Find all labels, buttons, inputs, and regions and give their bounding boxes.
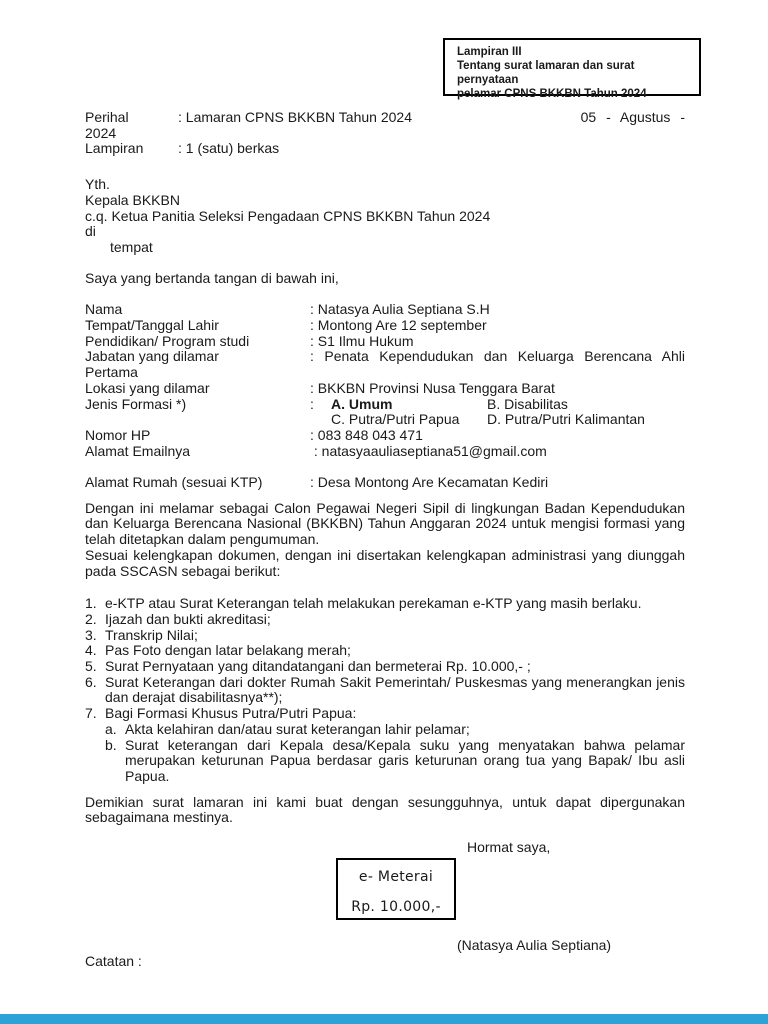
list-marker: 6.	[85, 673, 97, 690]
list-item-text: Bagi Formasi Khusus Putra/Putri Papua:	[105, 705, 357, 722]
list-marker: 4.	[85, 642, 97, 659]
formasi-option-a: A. Umum	[331, 395, 393, 412]
identity-row-alamat	[85, 475, 685, 491]
formasi-grid	[331, 397, 685, 428]
letter-content	[0, 110, 768, 969]
recipient-line-kepala: Kepala BKKBN	[85, 191, 180, 208]
list-item-text: e-KTP atau Surat Keterangan telah melakukan perekaman e-KTP yang masih berlaku.	[105, 595, 642, 612]
field-label: Jenis Formasi *)	[85, 395, 187, 412]
perihal-value-row	[178, 110, 685, 126]
recipient-block	[85, 177, 685, 256]
recipient-line-di: di	[85, 223, 96, 240]
sub-list-marker: b.	[105, 736, 117, 753]
field-value: : 083 848 043 471	[310, 426, 423, 443]
stamp-line-2: Tentang surat lamaran dan surat pernyataan	[457, 60, 635, 86]
list-item	[85, 706, 685, 722]
perihal-label: Perihal	[85, 109, 129, 125]
identity-row-ttl	[85, 318, 685, 334]
perihal-value: : Lamaran CPNS BKKBN Tahun 2024	[178, 109, 412, 125]
formasi-options	[310, 397, 685, 428]
perihal-row	[85, 110, 685, 126]
letter-date: 05 - Agustus -	[580, 109, 685, 125]
sub-list-item	[105, 738, 685, 785]
field-label: Nomor HP	[85, 426, 151, 443]
paragraph-melamar: Dengan ini melamar sebagai Calon Pegawai Negeri Sipil di lingkungan Badan Kependudukan dan Keluarga Berencana Nasional (BKKBN) Tahun Anggaran 2024 untuk mengisi formasi yang telah ditetapkan dalam pengumuman.	[85, 499, 685, 548]
field-label: Pendidikan/ Program studi	[85, 332, 250, 349]
signature-name: (Natasya Aulia Septiana)	[457, 936, 612, 953]
list-item-text: Transkrip Nilai;	[105, 626, 198, 643]
field-label: Lokasi yang dilamar	[85, 379, 210, 396]
e-meterai-amount: Rp. 10.000,-	[351, 898, 441, 915]
e-meterai-box	[336, 858, 456, 920]
jabatan-wrap-line: Pertama	[85, 364, 138, 381]
body-paragraphs	[85, 501, 685, 580]
formasi-colon: :	[310, 395, 314, 412]
list-item-text: Pas Foto dengan latar belakang merah;	[105, 642, 351, 659]
bottom-accent-bar	[0, 1014, 768, 1024]
list-item-text: Surat Pernyataan yang ditandatangani dan bermeterai Rp. 10.000,- ;	[105, 658, 531, 675]
list-marker: 5.	[85, 658, 97, 675]
field-label: Nama	[85, 301, 123, 318]
formasi-option-b: B. Disabilitas	[487, 395, 568, 412]
list-marker: 7.	[85, 705, 97, 722]
list-item-text: Ijazah dan bukti akreditasi;	[105, 610, 271, 627]
field-label: Tempat/Tanggal Lahir	[85, 317, 219, 334]
field-value: : natasyaauliaseptiana51@gmail.com	[310, 442, 547, 459]
salutation: Hormat saya,	[467, 839, 551, 856]
sub-list-item-text: Akta kelahiran dan/atau surat keterangan lahir pelamar;	[125, 720, 470, 737]
identity-row-jabatan	[85, 349, 685, 365]
closing-paragraph: Demikian surat lamaran ini kami buat dengan sesungguhnya, untuk dapat dipergunakan sebagaimana mestinya.	[85, 793, 685, 826]
recipient-line-yth: Yth.	[85, 176, 110, 193]
recipient-line-cq: c.q. Ketua Panitia Seleksi Pengadaan CPNS BKKBN Tahun 2024	[85, 207, 491, 224]
subject-block	[85, 110, 685, 157]
date-wrap-line: 2024	[85, 124, 117, 141]
signature-block	[85, 840, 685, 953]
sub-list-item	[105, 722, 685, 738]
attachments-list	[85, 596, 685, 784]
formasi-option-d: D. Putra/Putri Kalimantan	[487, 411, 645, 428]
e-meterai-label: e- Meterai	[358, 868, 434, 885]
sub-list-item-text: Surat keterangan dari Kepala desa/Kepala suku yang menyatakan bahwa pelamar merupakan keturunan Papua berdasar garis keturunan orang tua yang Bapak/ Ibu asli Papua.	[125, 736, 685, 784]
sub-list-marker: a.	[105, 720, 117, 737]
identity-row-nama	[85, 302, 685, 318]
list-item	[85, 643, 685, 659]
lampiran-stamp-box	[443, 38, 701, 100]
lampiran-row	[85, 141, 685, 157]
field-label: Alamat Emailnya	[85, 442, 191, 459]
field-value: : BKKBN Provinsi Nusa Tenggara Barat	[310, 379, 555, 396]
field-value: : Desa Montong Are Kecamatan Kediri	[310, 474, 549, 491]
field-label: Alamat Rumah (sesuai KTP)	[85, 474, 263, 491]
formasi-option-c: C. Putra/Putri Papua	[331, 411, 460, 428]
field-value: : Natasya Aulia Septiana S.H	[310, 301, 490, 318]
recipient-line-tempat: tempat	[110, 238, 153, 255]
list-item	[85, 596, 685, 612]
list-item-text: Surat Keterangan dari dokter Rumah Sakit Pemerintah/ Puskesmas yang menerangkan jenis dan derajat disabilitasnya**);	[105, 673, 685, 706]
field-value: : Penata Kependudukan dan Keluarga Berencana Ahli	[310, 348, 685, 365]
identity-row-lokasi	[85, 381, 685, 397]
identity-row-email	[85, 444, 685, 460]
intro-line: Saya yang bertanda tangan di bawah ini,	[85, 269, 339, 286]
lampiran-label: Lampiran	[85, 140, 144, 157]
identity-row-nomorhp	[85, 428, 685, 444]
identity-row-formasi	[85, 397, 685, 428]
list-marker: 2.	[85, 610, 97, 627]
list-item	[85, 659, 685, 675]
field-value: : Montong Are 12 september	[310, 317, 487, 334]
catatan-note: Catatan :	[85, 952, 142, 969]
list-marker: 1.	[85, 595, 97, 612]
identity-block	[85, 302, 685, 490]
field-value: : S1 Ilmu Hukum	[310, 332, 414, 349]
list-item	[85, 628, 685, 644]
field-label: Jabatan yang dilamar	[85, 348, 219, 365]
list-item	[85, 612, 685, 628]
stamp-line-1: Lampiran III	[457, 46, 522, 58]
list-item	[85, 675, 685, 706]
paragraph-kelengkapan: Sesuai kelengkapan dokumen, dengan ini disertakan kelengkapan administrasi yang diunggah pada SSCASN sebagai berikut:	[85, 546, 685, 579]
identity-row-pendidikan	[85, 334, 685, 350]
lampiran-value: : 1 (satu) berkas	[178, 140, 280, 157]
stamp-line-3: pelamar CPNS BKKBN Tahun 2024	[457, 88, 647, 100]
list-marker: 3.	[85, 626, 97, 643]
